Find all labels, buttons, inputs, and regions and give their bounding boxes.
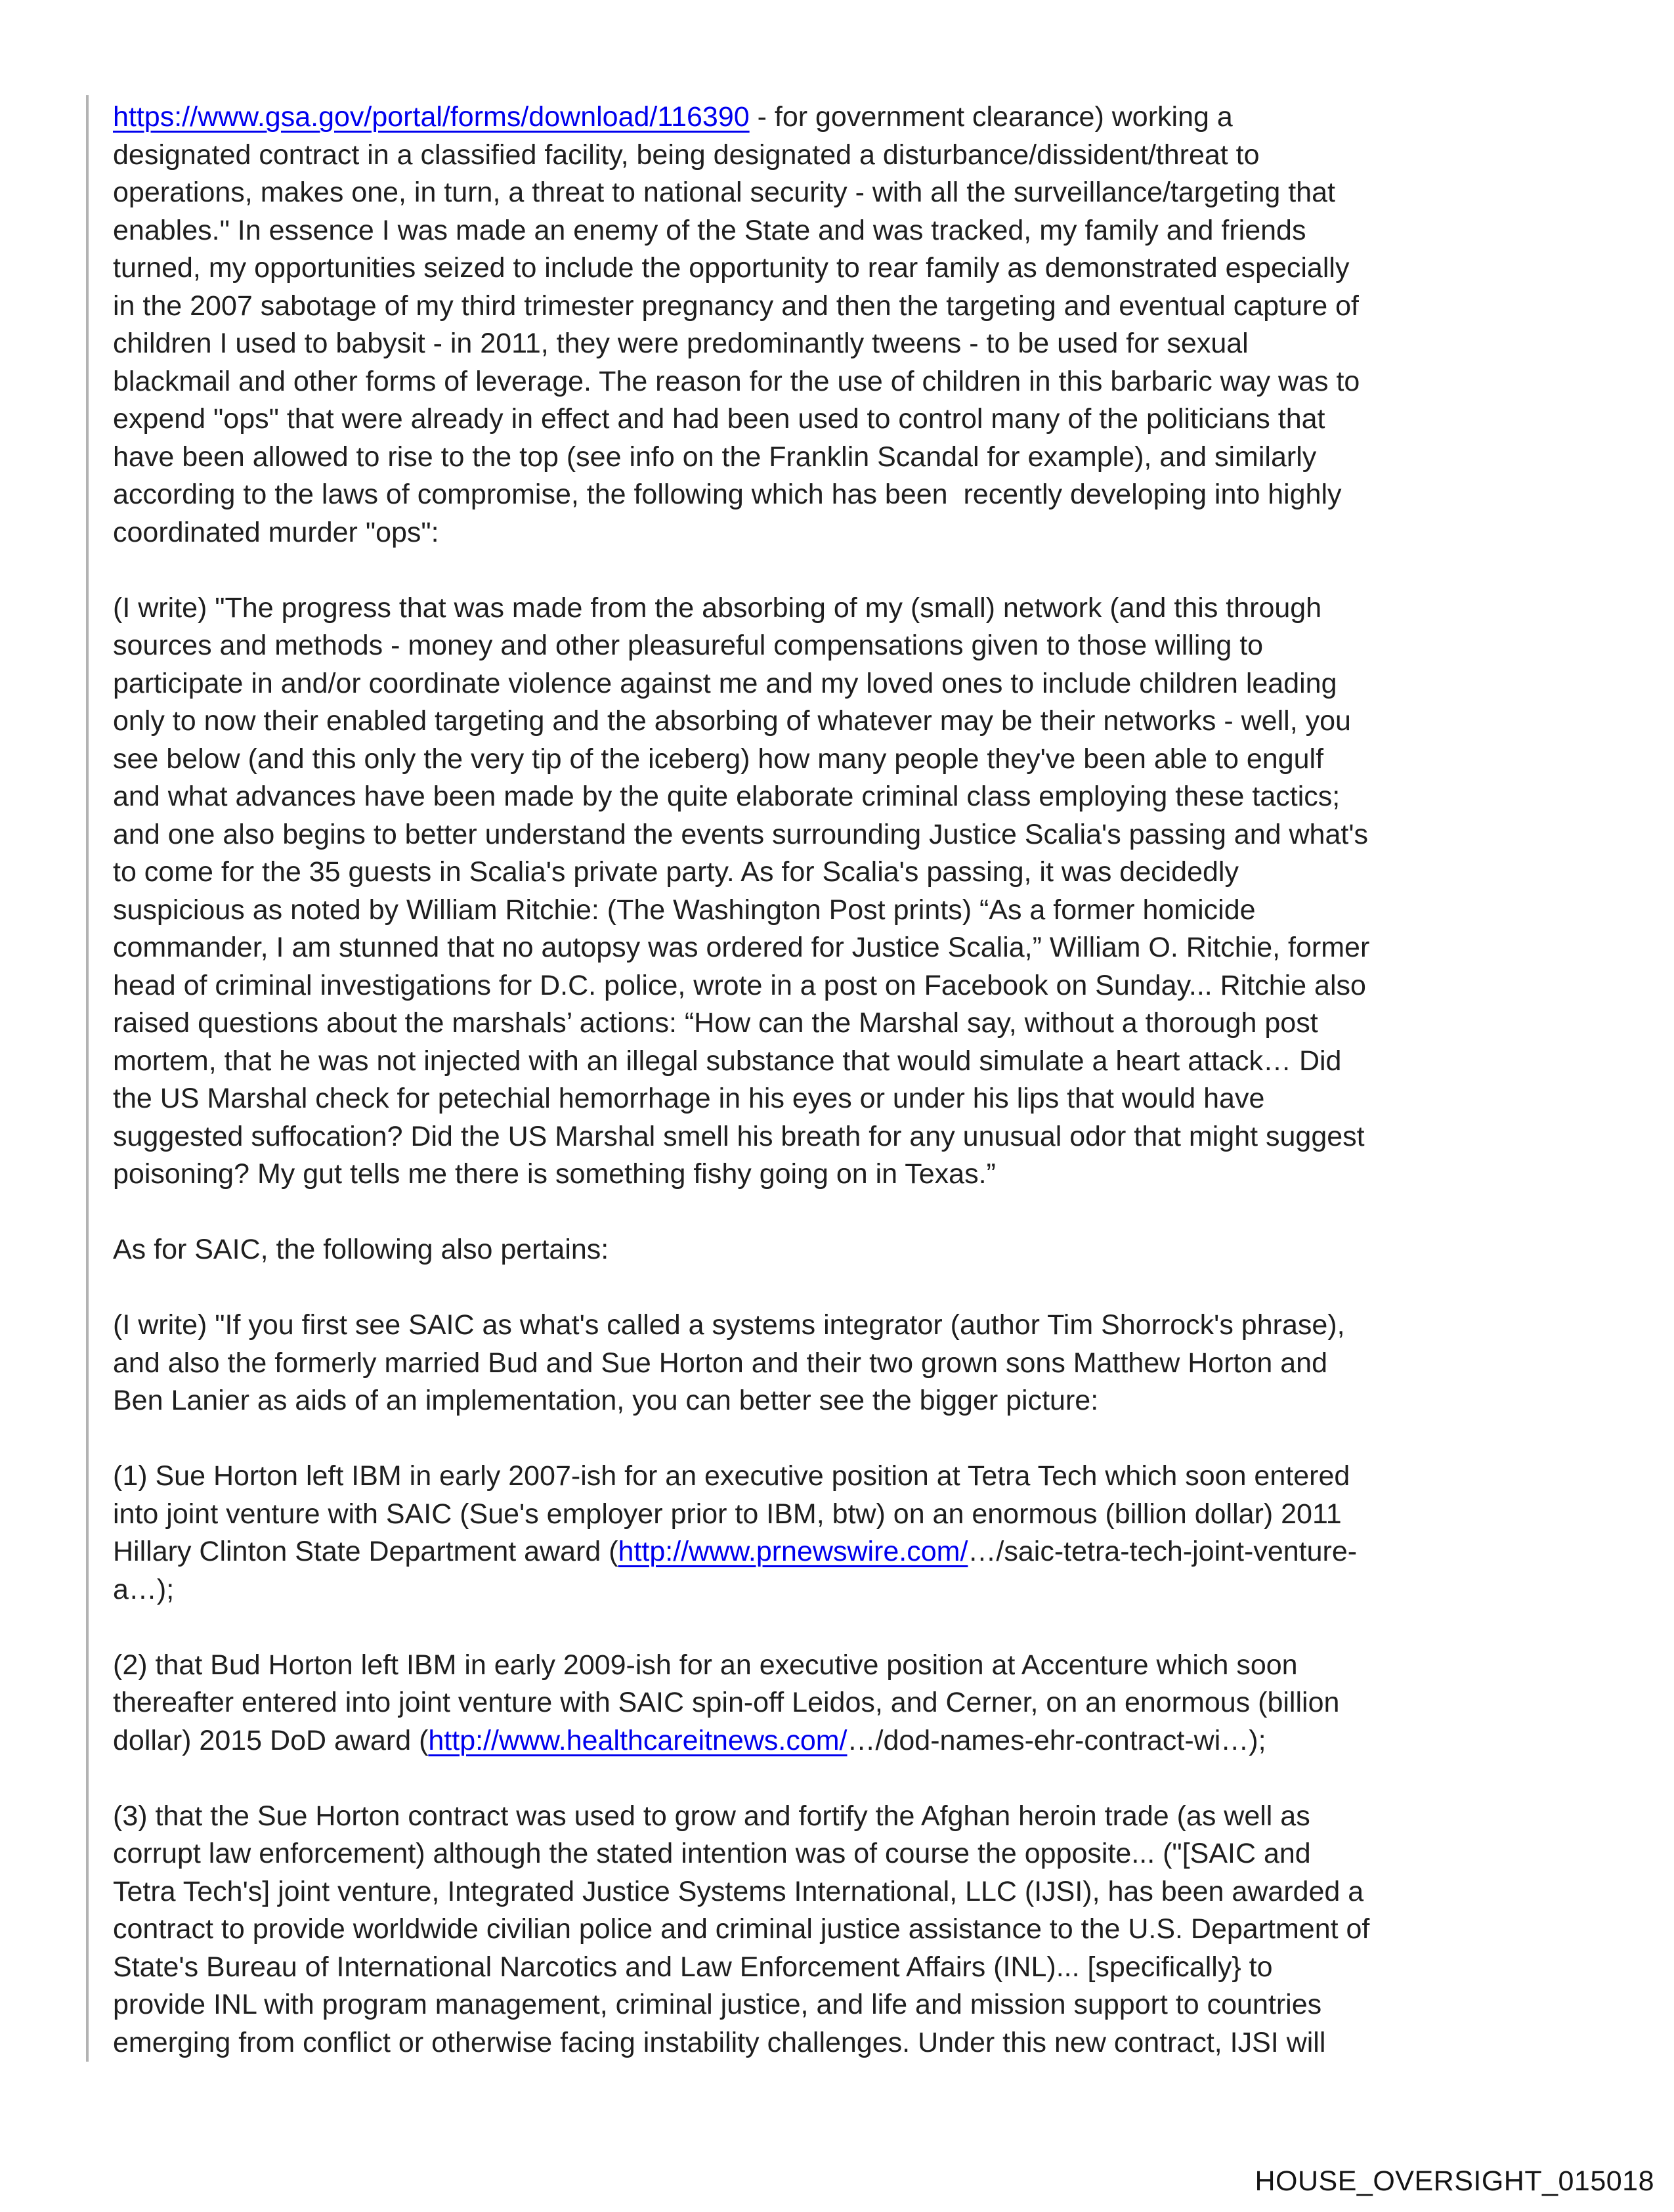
left-margin-rule [86, 95, 89, 2062]
text-run: corrupt law enforcement) although the stated intention was of course the opposite... ("[SAIC and [113, 1838, 1311, 1869]
hyperlink[interactable]: http://www.healthcareitnews.com/ [428, 1724, 848, 1756]
text-run: children I used to babysit - in 2011, they were predominantly tweens - to be used for sexual [113, 328, 1249, 359]
text-run: and also the formerly married Bud and Sue Horton and their two grown sons Matthew Horton and [113, 1347, 1327, 1379]
text-line [113, 325, 1652, 363]
text-line [113, 2024, 1652, 2062]
text-line [113, 967, 1652, 1005]
text-run: contract to provide worldwide civilian police and criminal justice assistance to the U.S. Department of [113, 1913, 1370, 1945]
text-line [113, 249, 1652, 288]
text-run: mortem, that he was not injected with an illegal substance that would simulate a heart attack… Did [113, 1045, 1342, 1077]
text-line [113, 1684, 1652, 1722]
text-line [113, 174, 1652, 212]
text-line [113, 929, 1652, 967]
text-run: Ben Lanier as aids of an implementation, you can better see the bigger picture: [113, 1385, 1099, 1416]
hyperlink[interactable]: https://www.gsa.gov/portal/forms/download/116390 [113, 101, 750, 133]
text-run: …/saic-tetra-tech-joint-venture- [968, 1536, 1358, 1567]
text-run: enables." In essence I was made an enemy of the State and was tracked, my family and friends [113, 214, 1306, 246]
text-run: designated contract in a classified facility, being designated a disturbance/dissident/threat to [113, 139, 1260, 171]
paragraph [113, 1647, 1652, 1760]
text-line [113, 703, 1652, 741]
text-run: As for SAIC, the following also pertains: [113, 1234, 609, 1265]
text-line [113, 476, 1652, 514]
text-run: turned, my opportunities seized to include the opportunity to rear family as demonstrated especially [113, 252, 1350, 284]
text-line [113, 1307, 1652, 1345]
text-run: (I write) "The progress that was made from the absorbing of my (small) network (and this through [113, 592, 1322, 624]
text-line [113, 816, 1652, 854]
text-run: raised questions about the marshals’ actions: “How can the Marshal say, without a thorough post [113, 1007, 1318, 1039]
text-line [113, 892, 1652, 930]
text-run: - for government clearance) working a [749, 101, 1233, 133]
text-line [113, 590, 1652, 628]
text-run: into joint venture with SAIC (Sue's employer prior to IBM, btw) on an enormous (billion dollar) 2011 [113, 1498, 1342, 1530]
text-run: in the 2007 sabotage of my third trimester pregnancy and then the targeting and eventual capture of [113, 290, 1360, 322]
text-line [113, 1949, 1652, 1987]
text-line [113, 627, 1652, 665]
text-run: blackmail and other forms of leverage. The reason for the use of children in this barbaric way was to [113, 365, 1360, 397]
text-run: (3) that the Sue Horton contract was used to grow and fortify the Afghan heroin trade (as well as [113, 1800, 1310, 1832]
text-line [113, 1533, 1652, 1571]
text-run: operations, makes one, in turn, a threat to national security - with all the surveillance/targeting that [113, 177, 1335, 208]
text-line [113, 1458, 1652, 1496]
text-line [113, 137, 1652, 175]
hyperlink[interactable]: http://www.prnewswire.com/ [618, 1536, 968, 1567]
text-run: to come for the 35 guests in Scalia's private party. As for Scalia's passing, it was decidedly [113, 856, 1239, 888]
text-run: have been allowed to rise to the top (see info on the Franklin Scandal for example), and similarly [113, 441, 1317, 473]
text-run: and what advances have been made by the quite elaborate criminal class employing these tactics; [113, 781, 1341, 812]
text-line [113, 1722, 1652, 1760]
text-line [113, 1382, 1652, 1420]
text-run: dollar) 2015 DoD award ( [113, 1724, 429, 1756]
text-line [113, 1835, 1652, 1873]
paragraph [113, 1231, 1652, 1269]
text-line [113, 401, 1652, 439]
text-line [113, 363, 1652, 401]
paragraph [113, 1798, 1652, 2062]
text-line [113, 98, 1652, 137]
text-line [113, 1080, 1652, 1118]
text-line [113, 854, 1652, 892]
text-run: see below (and this only the very tip of the iceberg) how many people they've been able to engulf [113, 743, 1324, 775]
text-run: sources and methods - money and other pleasureful compensations given to those willing to [113, 630, 1264, 661]
text-line [113, 212, 1652, 250]
text-run: (1) Sue Horton left IBM in early 2007-ish for an executive position at Tetra Tech which soon entered [113, 1460, 1350, 1492]
paragraph [113, 98, 1652, 552]
text-run: coordinated murder "ops": [113, 516, 439, 548]
text-run: emerging from conflict or otherwise facing instability challenges. Under this new contract, IJSI will [113, 2026, 1326, 2058]
text-line [113, 778, 1652, 816]
text-run: poisoning? My gut tells me there is something fishy going on in Texas.” [113, 1158, 996, 1190]
text-line [113, 1043, 1652, 1081]
text-run: …/dod-names-ehr-contract-wi…); [847, 1724, 1266, 1756]
bates-number: HOUSE_OVERSIGHT_015018 [1255, 2165, 1654, 2197]
text-line [113, 1873, 1652, 1911]
text-line [113, 665, 1652, 703]
text-run: suspicious as noted by William Ritchie: (The Washington Post prints) “As a former homicide [113, 894, 1256, 926]
text-run: the US Marshal check for petechial hemorrhage in his eyes or under his lips that would have [113, 1083, 1265, 1114]
text-run: a…); [113, 1573, 175, 1605]
text-run: according to the laws of compromise, the following which has been recently developing into highly [113, 479, 1342, 510]
text-run: (2) that Bud Horton left IBM in early 2009-ish for an executive position at Accenture which soon [113, 1649, 1298, 1681]
text-run: Tetra Tech's] joint venture, Integrated Justice Systems International, LLC (IJSI), has been awarded a [113, 1875, 1364, 1907]
text-line [113, 288, 1652, 326]
text-run: only to now their enabled targeting and the absorbing of whatever may be their networks - well, you [113, 705, 1351, 737]
text-line [113, 1647, 1652, 1685]
text-line [113, 1798, 1652, 1836]
text-run: expend "ops" that were already in effect and had been used to control many of the politicians that [113, 403, 1325, 435]
text-line [113, 514, 1652, 552]
text-run: and one also begins to better understand the events surrounding Justice Scalia's passing and what's [113, 818, 1369, 850]
text-line [113, 1345, 1652, 1383]
paragraph [113, 590, 1652, 1194]
text-run: head of criminal investigations for D.C. police, wrote in a post on Facebook on Sunday... Ritchie also [113, 969, 1366, 1001]
text-line [113, 1911, 1652, 1949]
text-run: commander, I am stunned that no autopsy was ordered for Justice Scalia,” William O. Ritchie, former [113, 932, 1370, 963]
text-line [113, 1571, 1652, 1609]
paragraph [113, 1307, 1652, 1420]
text-line [113, 1118, 1652, 1156]
text-line [113, 1005, 1652, 1043]
text-run: thereafter entered into joint venture with SAIC spin-off Leidos, and Cerner, on an enormous (billion [113, 1687, 1340, 1718]
text-line [113, 1496, 1652, 1534]
text-line [113, 1231, 1652, 1269]
text-line [113, 1156, 1652, 1194]
text-run: suggested suffocation? Did the US Marshal smell his breath for any unusual odor that might suggest [113, 1120, 1365, 1152]
text-line [113, 741, 1652, 779]
text-run: Hillary Clinton State Department award ( [113, 1536, 618, 1567]
text-run: provide INL with program management, criminal justice, and life and mission support to countries [113, 1989, 1322, 2020]
text-line [113, 1986, 1652, 2024]
text-run: (I write) "If you first see SAIC as what's called a systems integrator (author Tim Shorrock's phrase), [113, 1309, 1345, 1341]
text-run: State's Bureau of International Narcotics and Law Enforcement Affairs (INL)... [specifically} to [113, 1951, 1273, 1983]
document-body [113, 98, 1652, 2100]
paragraph [113, 1458, 1652, 1609]
text-line [113, 439, 1652, 477]
text-run: participate in and/or coordinate violence against me and my loved ones to include children leading [113, 667, 1337, 699]
